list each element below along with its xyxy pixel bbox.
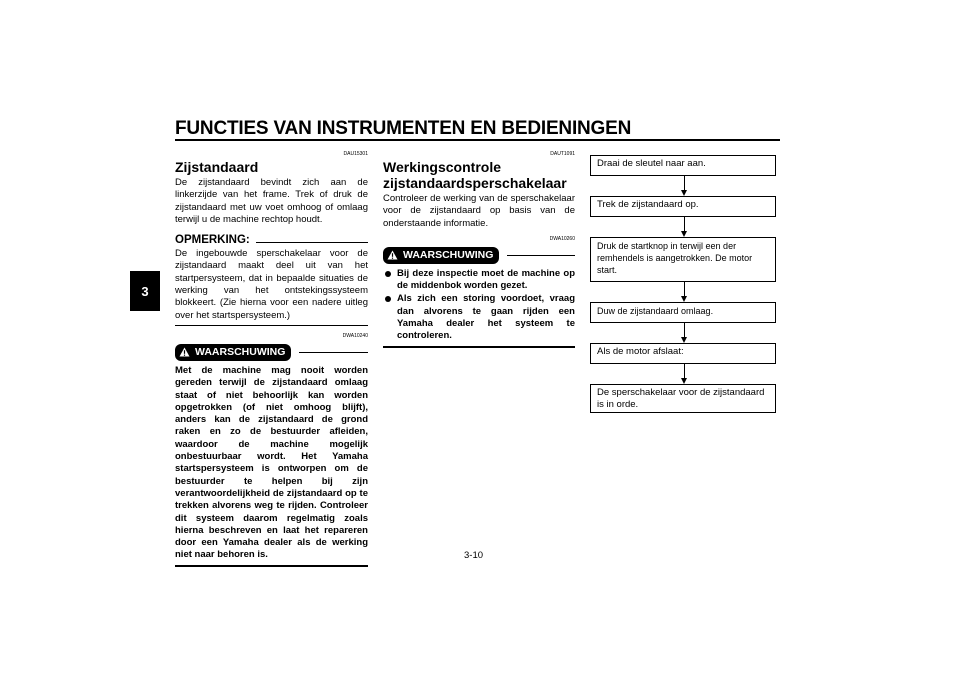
section-intro: De zijstandaard bevindt zich aan de linkerzijde van het frame. Trek of druk de zijstandaard met uw voet omhoog of omlaag terwijl u de machine rechtop houdt. [175,177,368,225]
note-end-rule [175,325,368,326]
section-title-line1: Werkingscontrole [383,159,501,175]
left-column [175,150,368,567]
warning-code: DWA10260 [549,235,575,242]
note-label: OPMERKING: [175,234,250,247]
warning-badge [175,344,291,361]
warning-end-rule [383,346,575,348]
note-text: De ingebouwde sperschakelaar voor de zijstandaard maakt deel uit van het startpersysteem, dat in bepaalde situaties de werking van het ontstekingssysteem blokkeert. (Zie hierna voor een nadere uitleg over het startspersysteem.) [175,248,368,321]
warning-bullets [383,268,575,343]
warning-text: Met de machine mag nooit worden gereden terwijl de zijstandaard omlaag staat of niet behoorlijk kan worden opgetrokken (of niet omhoog blijft), anders kan de zijstandaard de grond raken en zo de bestuurder afleiden, waardoor de machine mogelijk onbestuurbaar wordt. Het Yamaha startspersysteem is ontworpen om de bestuurder te helpen bij zijn verantwoordelijkheid de zijstandaard op te trekken alvorens weg te rijden. Controleer dit systeem daarom regelmatig zoals hierna beschreven en laat het repareren door een Yamaha dealer als de werking niet naar behoren is. [175,364,368,561]
arrow-down-icon [590,364,776,384]
section-code: DAU15301 [343,151,368,157]
warning-rule [299,352,368,353]
flow-step-5: Als de motor afslaat: [590,343,776,364]
chapter-tab: 3 [130,271,160,311]
note-rule [256,242,368,243]
list-item [383,268,575,293]
middle-column [383,150,575,348]
note-header [175,234,368,246]
section-code: DAUT1091 [550,151,575,157]
bullet-dot-icon [385,271,391,277]
section-intro: Controleer de werking van de sperschakelaar voor de zijstandaard op basis van de onderstaande informatie. [383,193,575,229]
arrow-down-icon [590,323,776,343]
warning-label: WAARSCHUWING [403,249,494,262]
header-rule [175,139,780,141]
warning-code: DWA10240 [342,332,368,339]
page-title: FUNCTIES VAN INSTRUMENTEN EN BEDIENINGEN [175,118,632,139]
section-title: Zijstandaard [175,159,259,175]
flow-step-1: Draai de sleutel naar aan. [590,155,776,176]
warning-triangle-icon [387,250,398,260]
arrow-down-icon [590,176,776,196]
arrow-down-icon [590,282,776,302]
bullet-text: Als zich een storing voordoet, vraag dan alvorens te gaan rijden een Yamaha dealer het systeem te controleren. [397,293,575,342]
bullet-text: Bij deze inspectie moet de machine op de middenbok worden gezet. [397,267,575,292]
list-item [383,293,575,342]
warning-end-rule [175,565,368,567]
warning-header [175,344,368,361]
bullet-dot-icon [385,296,391,302]
flowchart [590,155,776,413]
arrow-down-icon [590,217,776,237]
flow-step-6: De sperschakelaar voor de zijstandaard is in orde. [590,384,776,413]
warning-triangle-icon [179,347,190,357]
flow-step-3: Druk de startknop in terwijl een der remhendels is aangetrokken. De motor start. [590,237,776,282]
section-title-line2: zijstandaardsperschakelaar [383,175,567,191]
warning-label: WAARSCHUWING [195,346,286,359]
warning-rule [507,255,575,256]
page-number: 3-10 [464,550,484,561]
warning-badge [383,247,499,264]
flow-step-2: Trek de zijstandaard op. [590,196,776,217]
warning-header [383,247,575,264]
flow-step-4: Duw de zijstandaard omlaag. [590,302,776,323]
